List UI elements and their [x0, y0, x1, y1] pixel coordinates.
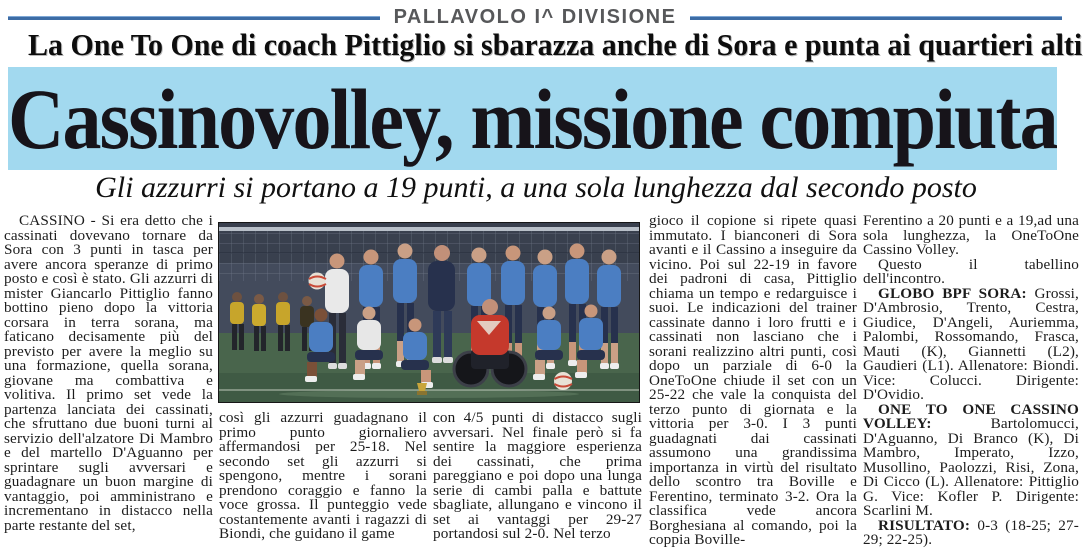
team-photo — [218, 222, 640, 403]
trophy — [417, 383, 427, 395]
team-name-sora: GLOBO BPF SORA: — [878, 284, 1027, 302]
section-label: PALLAVOLO I^ DIVISIONE — [393, 6, 677, 28]
article-column-3 — [433, 411, 642, 542]
article-column-1 — [4, 214, 213, 533]
deck-row — [8, 171, 1064, 205]
header-rule-left — [8, 16, 380, 20]
roster-sora-text: Grossi, D'Ambrosio, Trento, Cestra, Giudice, D'Angeli, Auriemma, Palombi, Rossomando, Frasca, Mauti (K), Giannetti (L2), Gaudieri (L1). Allenatore: Biondi. Vice: Colucci. Dirigente: D'Ovidio. — [863, 284, 1079, 403]
kicker-row — [10, 27, 1083, 63]
kicker: La One To One di coach Pittiglio si sbarazza anche di Sora e punta ai quartieri alti — [28, 27, 1083, 62]
deck: Gli azzurri si portano a 19 punti, a una sola lunghezza dal secondo posto — [95, 171, 977, 204]
result-text: 0-3 (18-25; 27-29; 22-25). — [863, 516, 1079, 548]
article-column-4 — [649, 214, 857, 548]
roster-cassino-text: Bartolomucci, D'Aguanno, Di Branco (K), Di Mambro, Imperato, Izzo, Musollino, Paolozzi, Risi, Zona, Di Cicco (L). Allenatore: Pittiglio G. Vice: Kofler P. Dirigente: Scarlini M. — [863, 415, 1079, 519]
article-paragraph: Ferentino a 20 punti e a 19,ad una sola lunghezza, la OneToOne Cassino Volley. — [863, 212, 1079, 258]
headline: Cassinovolley, missione compiuta — [8, 70, 1057, 167]
team-photo-graphic — [219, 223, 639, 402]
roster-sora — [863, 284, 1079, 403]
article-paragraph: CASSINO - Si era detto che i cassinati dovevano tornare da Sora con 3 punti in tasca per avere ancora speranze di primo posto e così è stato. Gli azzurri di mister Giancarlo Pittiglio fanno bottino pieno dopo la vittoria corsara in terra sorana, ma faticano decisamente più del previsto per avere la meglio su una formazione, quella sorana, giovane ma combattiva e volitiva. Il primo set vede la partenza lanciata dei cassinati, che sfruttano due buoni turni al servizio dell'alzatore Di Mambro e del martello D'Aguanno per sprintare sugli avversari e guadagnare un buon margine di vantaggio, poi amministrano e incrementano in distacco nella parte restante del set, — [4, 212, 213, 534]
article-column-5 — [863, 214, 1079, 548]
roster-cassino — [863, 400, 1079, 519]
article-paragraph: Questo il tabellino dell'incontro. — [863, 255, 1079, 287]
article-paragraph: gioco il copione si ripete quasi immutato. I bianconeri di Sora avanti e il Cassino a inseguire da vicino. Poi sul 22-19 in favore dei padroni di casa, Pittiglio chiama un tempo e redarguisce i suoi. Le indicazioni del trainer cassinate danno i loro frutti e i cassinati non lasciano che i sorani realizzino altri punti, così dopo un parziale di 6-0 la OneToOne chiude il set con un 25-22 che vale la conquista del terzo punto di giornata e la vittoria per 3-0. I 3 punti guadagnati dai cassinati assumono una grandissima importanza in virtù del risultato dello scontro tra Boville e Ferentino, terminato 3-2. Ora la classifica vede ancora Borghesiana al comando, poi la coppia Boville- — [649, 212, 857, 548]
headline-band — [8, 67, 1057, 170]
section-header — [8, 6, 1062, 29]
team-name-cassino: ONE TO ONE CASSINO VOLLEY: — [863, 400, 1079, 432]
article-column-2 — [219, 411, 427, 542]
header-rule-right — [690, 16, 1062, 20]
match-result — [863, 516, 1079, 548]
article-paragraph: con 4/5 punti di distacco sugli avversari. Nel finale però si fa sentire la maggiore esperienza dei cassinati, che prima pareggiano e poi dopo una lunga serie di cambi palla e battute sbagliate, allungano e vincono il set ai vantaggi per 29-27 portandosi sul 2-0. Nel terzo — [433, 409, 642, 542]
result-label: RISULTATO: — [878, 516, 971, 534]
article-paragraph: così gli azzurri guadagnano il primo punto giornaliero affermandosi per 25-18. Nel secondo set gli azzurri si spengono, mentre i sorani prendono coraggio e fanno la voce grossa. Il punteggio vede costantemente avanti i ragazzi di Biondi, che guidano il game — [219, 409, 427, 542]
